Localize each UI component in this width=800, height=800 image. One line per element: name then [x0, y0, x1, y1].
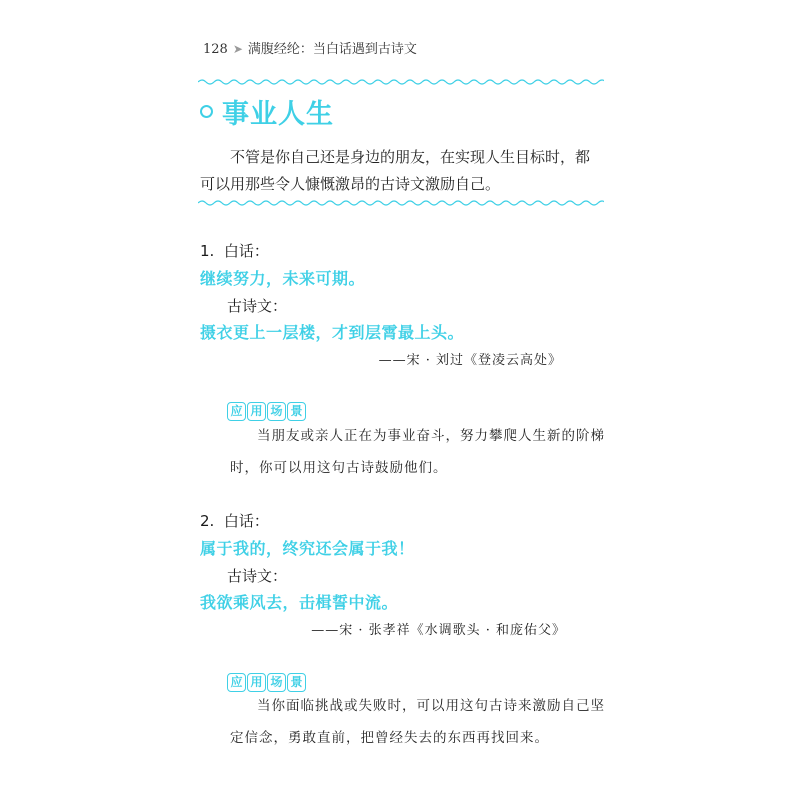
entry-1-scene-text: [230, 420, 606, 484]
scene-badge-char: 应: [227, 402, 246, 421]
entry-1-scene-badge: [227, 402, 306, 421]
scene-badge-char: 景: [287, 402, 306, 421]
intro-paragraph: 不管是你自己还是身边的朋友，在实现人生目标时，都可以用那些令人慷慨激昂的古诗文激励自己。: [200, 148, 591, 193]
entry-2-baihua-text: 属于我的，终究还会属于我！: [200, 539, 415, 558]
entry-number: 2.: [200, 512, 215, 530]
entry-2-guwen-text: 我欲乘风去，击楫誓中流。: [200, 593, 399, 612]
page-number: 128: [203, 42, 228, 57]
arrow-icon: ➤: [232, 42, 243, 56]
scene-paragraph: 当你面临挑战或失败时，可以用这句古诗来激励自己坚定信念，勇敢直前，把曾经失去的东西再找回来。: [230, 698, 605, 746]
entry-2-scene-text: [230, 690, 606, 754]
entry-2-guwen-label: 古诗文：: [227, 567, 288, 585]
section-title-text: 事业人生: [222, 99, 334, 130]
wavy-divider-top: [198, 76, 604, 88]
scene-badge-char: 用: [247, 402, 266, 421]
baihua-label: 白话：: [223, 242, 269, 260]
wavy-divider-bottom: [198, 197, 604, 209]
circle-bullet-icon: [200, 105, 213, 118]
scene-paragraph: 当朋友或亲人正在为事业奋斗，努力攀爬人生新的阶梯时，你可以用这句古诗鼓励他们。: [230, 428, 605, 476]
scene-badge-char: 景: [287, 673, 306, 692]
scene-badge-char: 场: [267, 673, 286, 692]
scene-badge-char: 场: [267, 402, 286, 421]
scene-badge-char: 用: [247, 673, 266, 692]
entry-1-source: ——宋 · 刘过《登凌云高处》: [378, 353, 562, 368]
entry-1-baihua-text: 继续努力，未来可期。: [200, 269, 366, 288]
entry-1-guwen-text: 摄衣更上一层楼，才到层霄最上头。: [200, 323, 465, 342]
entry-1-baihua-label: [200, 240, 269, 261]
entry-number: 1.: [200, 242, 215, 260]
book-title: 满腹经纶：当白话遇到古诗文: [247, 42, 417, 57]
section-title: [200, 92, 334, 131]
scene-badge-char: 应: [227, 673, 246, 692]
baihua-label: 白话：: [223, 512, 269, 530]
running-header: [203, 38, 417, 57]
entry-2-baihua-label: [200, 510, 269, 531]
entry-1-guwen-label: 古诗文：: [227, 297, 288, 315]
entry-2-source: ——宋 · 张孝祥《水调歌头 · 和庞佑父》: [311, 623, 566, 638]
